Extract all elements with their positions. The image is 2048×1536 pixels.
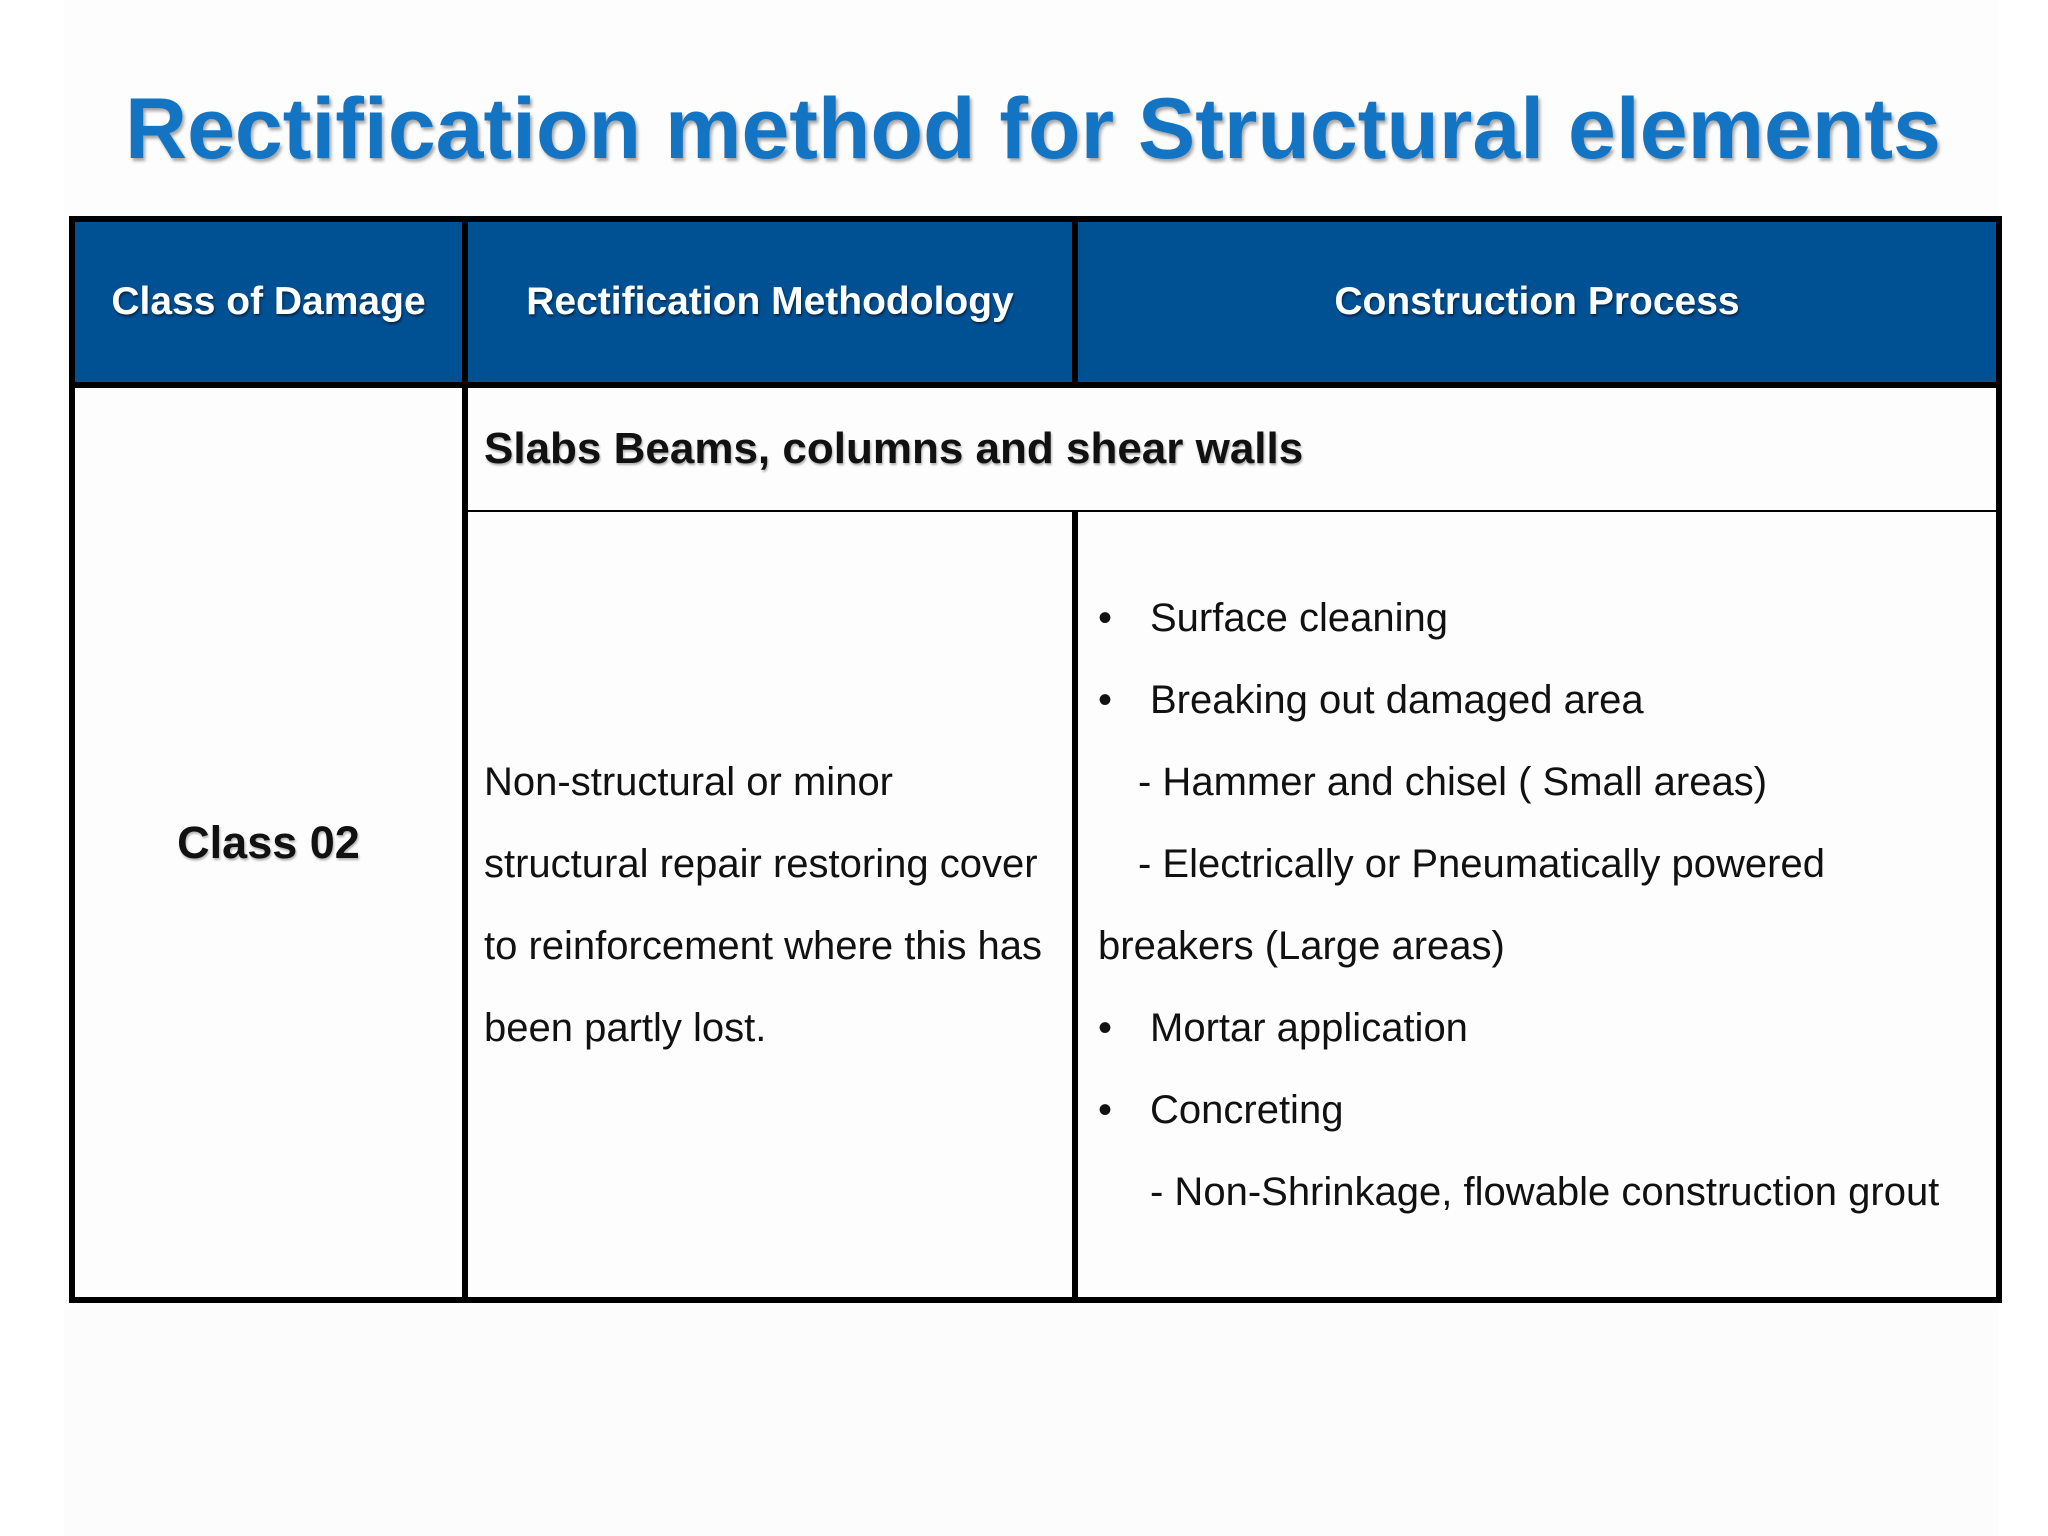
- section-heading: Slabs Beams, columns and shear walls: [465, 385, 1999, 511]
- class-label: Class 02: [177, 816, 360, 868]
- methodology-line: to reinforcement where this has: [484, 923, 1043, 968]
- methodology-line: been partly lost.: [484, 1005, 767, 1050]
- bullet-icon: •: [1098, 1005, 1113, 1050]
- methodology-line: Non-structural or minor: [484, 759, 894, 804]
- process-substep: - Non-Shrinkage, flowable construction grout: [1150, 1169, 1940, 1214]
- process-substep-continued: breakers (Large areas): [1098, 923, 1505, 968]
- header-construction-process: Construction Process: [1075, 219, 1999, 385]
- bullet-icon: •: [1098, 677, 1113, 722]
- bullet-icon: •: [1098, 1087, 1113, 1132]
- bullet-icon: •: [1098, 595, 1113, 640]
- list-item: [1098, 987, 1996, 1069]
- rectification-table: [69, 216, 2002, 1303]
- slide-footer-area: [64, 1310, 1998, 1536]
- process-cell: [1075, 511, 1999, 1300]
- list-item: [1098, 577, 1996, 659]
- header-rectification-methodology: Rectification Methodology: [465, 219, 1075, 385]
- list-item: [1098, 659, 1996, 741]
- process-substep: - Hammer and chisel ( Small areas): [1138, 759, 1768, 804]
- process-step: Breaking out damaged area: [1150, 677, 1644, 722]
- process-step: Surface cleaning: [1150, 595, 1448, 640]
- slide-title: Rectification method for Structural elements: [125, 81, 1941, 177]
- methodology-line: structural repair restoring cover: [484, 841, 1038, 886]
- header-class-of-damage: Class of Damage: [72, 219, 465, 385]
- list-item: [1098, 1069, 1996, 1151]
- process-step: Mortar application: [1150, 1005, 1468, 1050]
- class-cell: [72, 385, 465, 1300]
- table-header-row: [72, 219, 1999, 385]
- section-heading-row: [72, 385, 1999, 511]
- process-substep: - Electrically or Pneumatically powered: [1138, 841, 1825, 886]
- process-step: Concreting: [1150, 1087, 1344, 1132]
- methodology-cell: [465, 511, 1075, 1300]
